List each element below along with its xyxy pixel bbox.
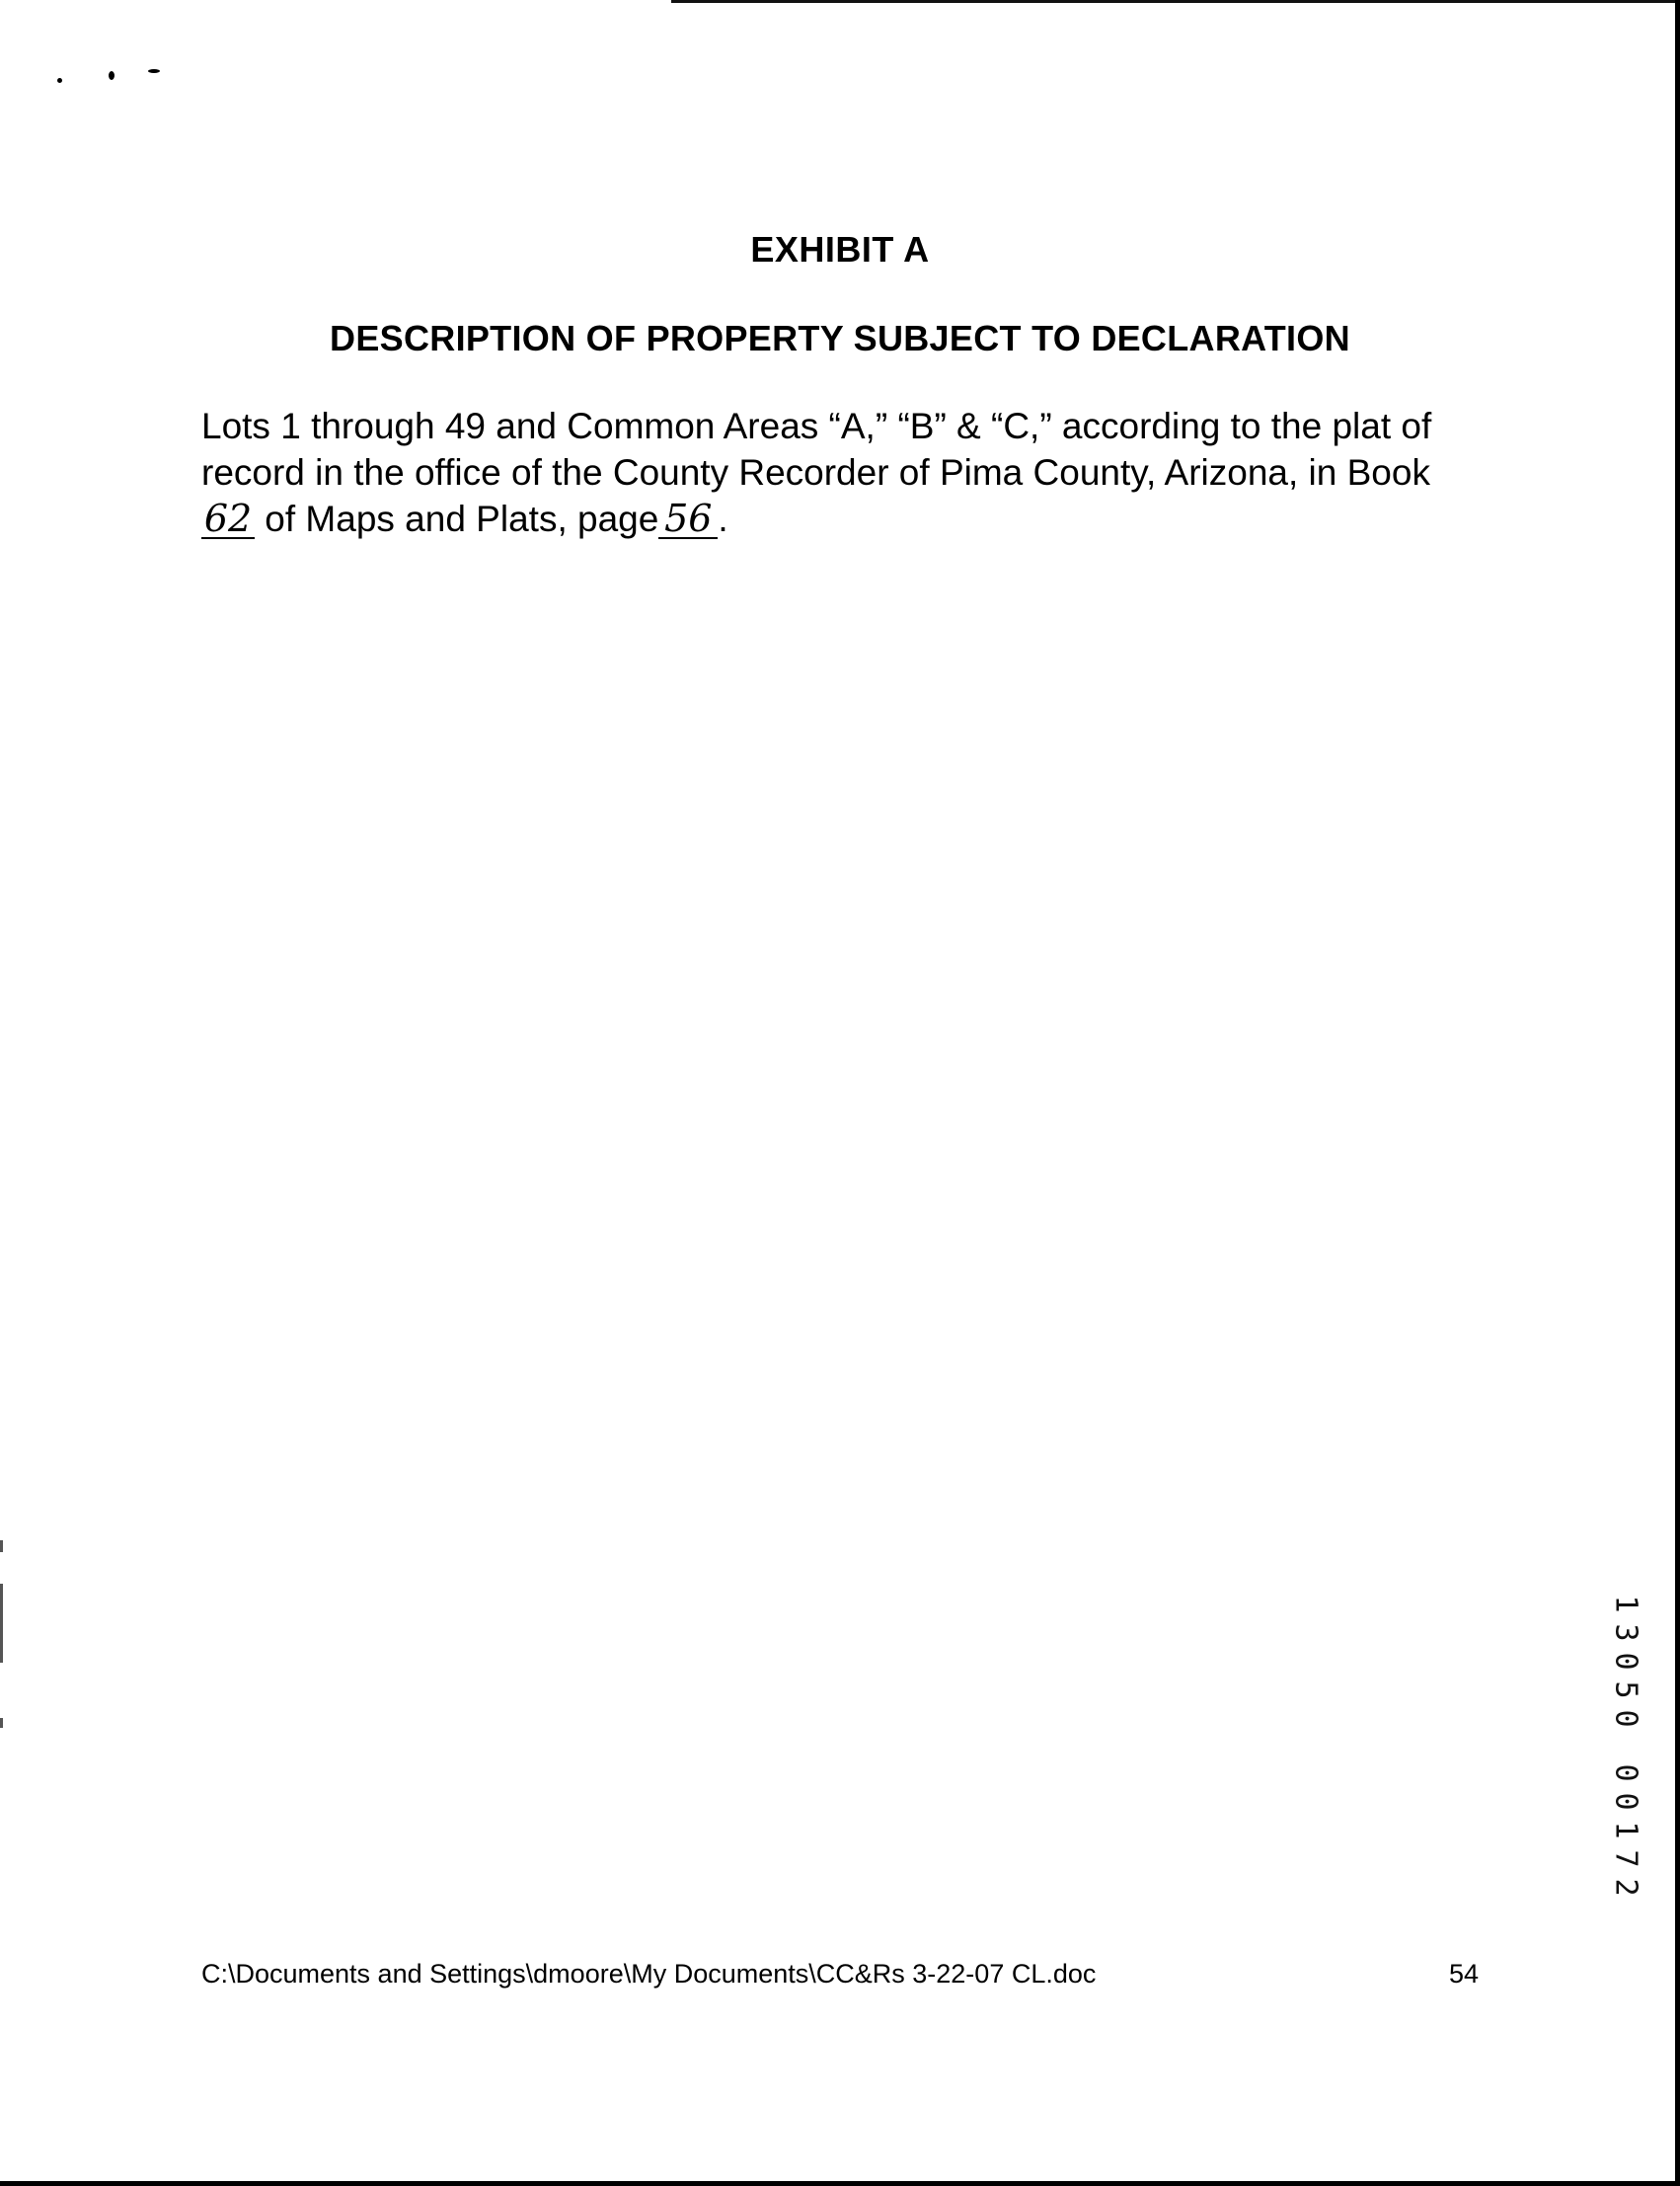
exhibit-subtitle: DESCRIPTION OF PROPERTY SUBJECT TO DECLARATION — [330, 318, 1350, 358]
stamp-digit: 2 — [1608, 1878, 1643, 1897]
description-line-3-text: of Maps and Plats, page — [255, 499, 659, 539]
handwritten-book-number: 62 — [201, 500, 255, 539]
recording-stamp — [1609, 1590, 1642, 1902]
handwritten-page-number: 56 — [658, 500, 718, 539]
stamp-digit: 7 — [1608, 1849, 1643, 1868]
stamp-digit: 0 — [1608, 1763, 1643, 1782]
stamp-digit: 0 — [1608, 1792, 1643, 1811]
property-description — [201, 403, 1494, 542]
scan-mark — [0, 1584, 3, 1663]
scan-speck — [57, 78, 62, 83]
scan-speck — [109, 71, 115, 80]
stamp-digit: 0 — [1608, 1652, 1643, 1671]
stamp-digit: 0 — [1608, 1709, 1643, 1728]
description-line-1: Lots 1 through 49 and Common Areas “A,” “B” & “C,” according to the plat of — [201, 406, 1432, 446]
page-border-top — [671, 0, 1680, 3]
description-line-3 — [201, 496, 1494, 542]
stamp-digit: 3 — [1608, 1623, 1643, 1642]
scan-mark — [0, 1718, 3, 1728]
exhibit-title: EXHIBIT A — [750, 229, 930, 270]
scan-speck — [148, 69, 160, 73]
stamp-digit: 1 — [1608, 1595, 1643, 1613]
scan-mark — [0, 1540, 3, 1552]
page-border-bottom — [0, 2181, 1680, 2186]
stamp-digit: 1 — [1608, 1821, 1643, 1839]
description-line-3-end: . — [718, 499, 728, 539]
description-line-2: record in the office of the County Recorder of Pima County, Arizona, in Book — [201, 452, 1430, 493]
footer-page-number: 54 — [1449, 1959, 1480, 1989]
footer-file-path: C:\Documents and Settings\dmoore\My Documents\CC&Rs 3-22-07 CL.doc — [201, 1959, 1097, 1989]
stamp-digit: 5 — [1608, 1680, 1643, 1699]
